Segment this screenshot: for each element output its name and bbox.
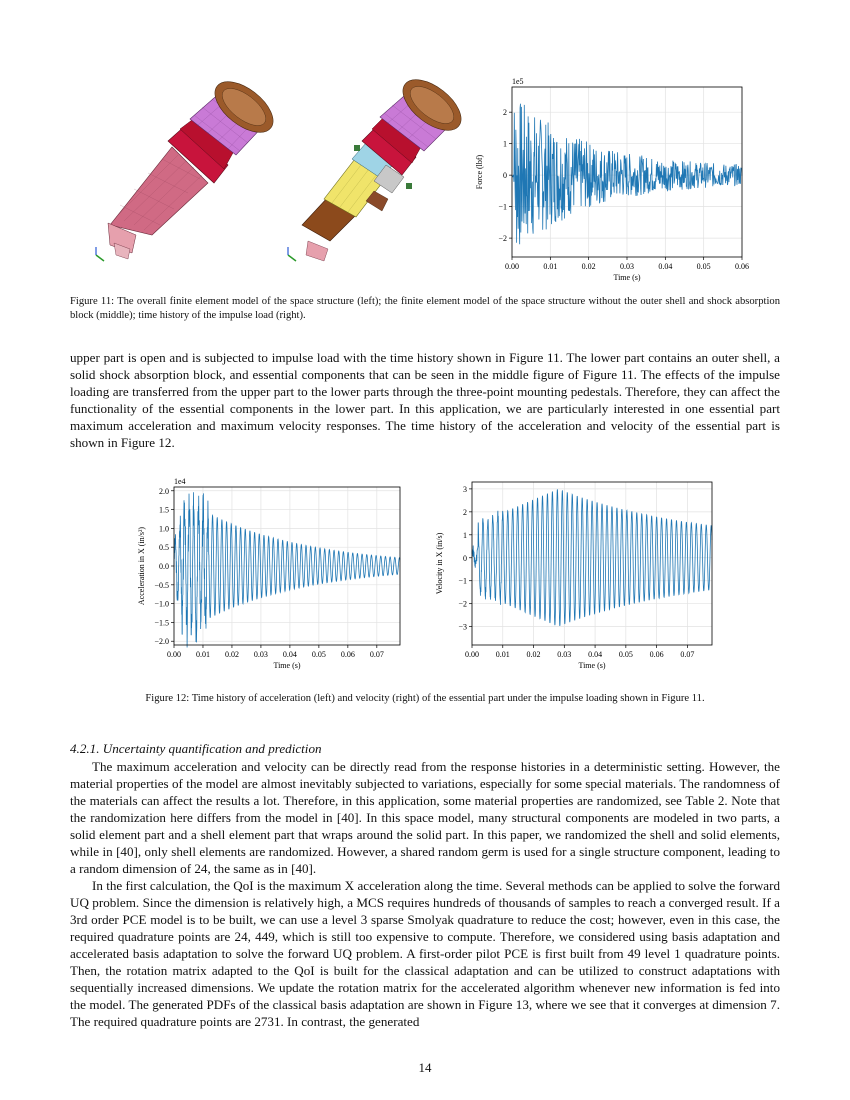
x-axis-label: Time (s): [578, 661, 606, 670]
y-tick-label: 0: [503, 171, 507, 181]
axis-offset-label: 1e4: [174, 477, 186, 486]
velocity-chart: [435, 474, 718, 674]
x-tick-label: 0.05: [696, 262, 711, 271]
y-tick-label: −2: [498, 234, 507, 244]
y-axis-label: Force (lbf): [475, 154, 484, 190]
y-tick-label: 0.0: [159, 562, 169, 571]
x-tick-label: 0.02: [526, 650, 541, 659]
x-tick-label: 0.04: [282, 650, 297, 659]
y-tick-label: 2: [463, 507, 467, 517]
acceleration-chart: [128, 474, 408, 674]
x-tick-label: 0.04: [588, 650, 603, 659]
x-tick-label: 0.07: [680, 650, 695, 659]
x-tick-label: 0.04: [658, 262, 673, 271]
fe-model-full: [90, 85, 290, 265]
y-tick-label: −1: [498, 202, 507, 212]
y-tick-label: 1.5: [159, 505, 169, 515]
y-tick-label: 2.0: [159, 486, 169, 496]
y-tick-label: −1.5: [154, 618, 169, 628]
y-tick-label: 1.0: [159, 524, 169, 534]
section-heading: 4.2.1. Uncertainty quantification and prediction: [70, 741, 322, 756]
body-paragraph-2: The maximum acceleration and velocity can be directly read from the response histories in a deterministic setting. However, the material properties of the model are almost inevitably subjected to variations, especially for some special materials. The randomness of the materials can affect the results a lot. Therefore, in this application, some material properties are randomized, see Table 2. Note that the randomization here differs from the model in [40]. In this space model, many structural components are modeled in two parts, a solid element part and a shell element part that wraps around the solid part. In this paper, we randomized the shell and solid elements, while in [40], only shell elements are randomized. However, a shared random germ is used for a single structure component, leading to a random dimension of 24, the same as in [40].: [70, 759, 780, 876]
y-tick-label: 0.5: [159, 543, 169, 553]
impulse-load-chart: [475, 74, 758, 282]
y-tick-label: −2: [458, 599, 467, 609]
x-tick-label: 0.05: [311, 650, 326, 659]
y-tick-label: −3: [458, 622, 467, 632]
y-tick-label: 2: [503, 108, 507, 118]
y-axis-label: Acceleration in X (in/s²): [137, 526, 146, 606]
y-tick-label: 1: [503, 139, 507, 149]
x-tick-label: 0.00: [167, 650, 181, 659]
x-tick-label: 0.02: [581, 262, 596, 271]
figure-11-caption: Figure 11: The overall finite element model of the space structure (left); the finite element model of the space structure without the outer shell and shock absorption block (middle); time history of the impulse load (right).: [70, 296, 780, 321]
x-tick-label: 0.03: [557, 650, 572, 659]
x-tick-label: 0.05: [618, 650, 633, 659]
x-tick-label: 0.03: [253, 650, 268, 659]
x-tick-label: 0.03: [620, 262, 634, 271]
figure-12-caption: Figure 12: Time history of acceleration (left) and velocity (right) of the essential part under the impulse loading shown in Figure 11.: [145, 693, 705, 704]
y-tick-label: −0.5: [154, 580, 169, 590]
x-tick-label: 0.00: [465, 650, 479, 659]
page-number: 14: [418, 1060, 432, 1075]
x-tick-label: 0.01: [495, 650, 510, 659]
x-tick-label: 0.07: [369, 650, 384, 659]
x-tick-label: 0.06: [340, 650, 355, 659]
x-tick-label: 0.06: [649, 650, 664, 659]
x-tick-label: 0.00: [505, 262, 519, 271]
y-tick-label: −1: [458, 576, 467, 586]
x-axis-label: Time (s): [273, 661, 301, 670]
y-tick-label: −2.0: [154, 637, 169, 647]
axis-offset-label: 1e5: [512, 77, 524, 86]
body-paragraph-3: In the first calculation, the QoI is the maximum X acceleration along the time. Several methods can be applied to solve the forward UQ problem. Since the dimension is relatively high, a MCS requires hundreds of thousands of samples to reach a converged result. If a 3rd order PCE model is to be built, we can use a level 3 sparse Smolyak quadrature to reduce the cost; however, even in this case, the required quadrature points are 24, 449, which is still too expensive to compute. Therefore, we considered using basis adaptation and accelerated basis adaptation to solve the forward UQ problem. A first-order pilot PCE is first built from 49 level 1 quadrature points. Then, the rotation matrix adapted to the QoI is built for the classical adaptation and can be utilized to construct adaptations with sequentially increased dimensions. We update the rotation matrix for the accelerated algorithm whenever new information is fed into the model. The generated PDFs of the classical basis adaptation are shown in Figure 13, where we see that it converges at dimension 7. The required quadrature points are 2731. In contrast, the generated: [70, 878, 780, 1029]
x-tick-label: 0.06: [735, 262, 749, 271]
y-tick-label: 1: [463, 530, 467, 540]
fe-model-inner: [278, 85, 478, 265]
x-tick-label: 0.01: [195, 650, 210, 659]
y-tick-label: 0: [463, 553, 467, 563]
y-tick-label: 3: [463, 484, 467, 494]
x-tick-label: 0.01: [543, 262, 558, 271]
series-line-acceleration: [174, 492, 400, 647]
x-tick-label: 0.02: [224, 650, 239, 659]
y-axis-label: Velocity in X (in/s): [435, 532, 444, 595]
body-paragraph-1: upper part is open and is subjected to impulse load with the time history shown in Figure 11. The lower part contains an outer shell, a solid shock absorption block, and essential components that can be seen in the middle figure of Figure 11. The effects of the impulse loading are transferred from the upper part to the lower parts through the three-point mounting pedestals. Therefore, they can affect the functionality of the essential components in the lower part. In this application, we are particularly interested in one essential part maximum acceleration and maximum velocity responses. The time history of the acceleration and velocity of the essential part is shown in Figure 12.: [70, 350, 780, 450]
y-tick-label: −1.0: [154, 599, 169, 609]
x-axis-label: Time (s): [613, 273, 641, 282]
